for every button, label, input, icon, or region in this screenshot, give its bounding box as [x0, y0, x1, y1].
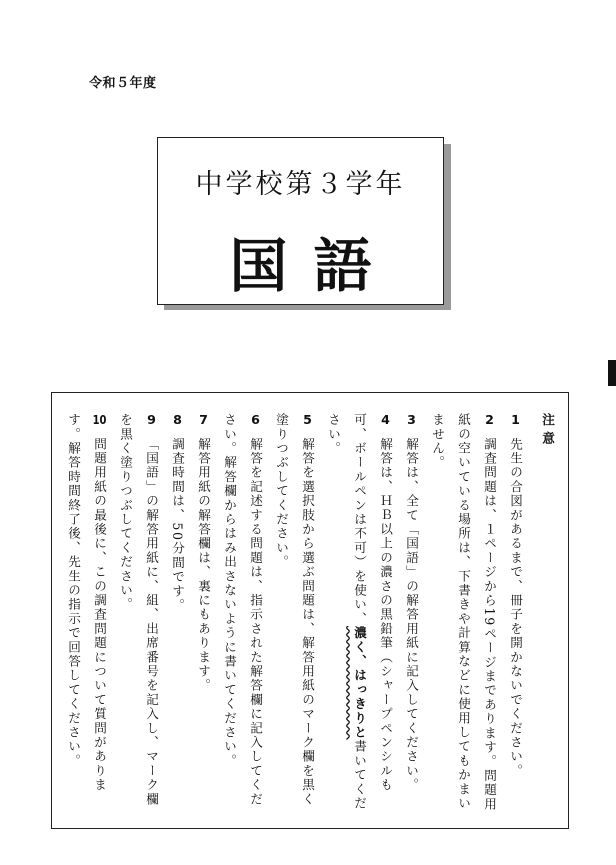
instruction-number: 5: [303, 413, 312, 426]
instruction-number: 4: [381, 413, 390, 426]
instruction-text: 解答は、全て「国語」の解答用紙に記入してください。: [404, 437, 419, 793]
instruction-text-after: 書いてください。: [326, 413, 367, 811]
subject-title: 国語: [229, 232, 398, 300]
instruction-item-8: [164, 413, 190, 813]
instruction-item-7: [190, 413, 216, 813]
instructions-content: [60, 413, 560, 813]
instruction-text: 調査時間は、50分間です。: [170, 437, 185, 613]
instruction-item-6: [216, 413, 268, 813]
instructions-heading: 注意: [540, 413, 555, 451]
instruction-text: 調査問題は、１ページから19ページまであります。問題用紙の空いている場所は、下書きや計算などに使用してもかまいません。: [430, 413, 497, 812]
instruction-item-9: [112, 413, 164, 813]
instruction-item-1: [502, 413, 528, 813]
title-box: [157, 137, 444, 305]
instruction-number: 2: [485, 413, 494, 426]
edge-registration-mark: [608, 360, 616, 386]
instruction-text: 解答を記述する問題は、指示された解答欄に記入してください。解答欄からはみ出さないように書いてください。: [222, 413, 263, 807]
instruction-number: 3: [407, 413, 416, 426]
instruction-text: 解答用紙の解答欄は、裏にもあります。: [196, 437, 211, 693]
instruction-item-5: [268, 413, 320, 813]
instruction-text: 解答は、ＨＢ以上の濃さの黒鉛筆（シャープペンシルも可、ボールペンは不可）を使い、: [352, 413, 393, 793]
instruction-text: 解答を選択肢から選ぶ問題は、解答用紙のマーク欄を黒く塗りつぶしてください。: [274, 413, 315, 807]
instruction-number: 1: [511, 413, 520, 426]
instruction-item-4: [320, 413, 398, 813]
instructions-box: [51, 392, 569, 829]
instruction-text: 先生の合図があるまで、冊子を開かないでください。: [508, 437, 523, 779]
instruction-text: 問題用紙の最後に、この調査問題について質問があります。解答時間終了後、先生の指示で回答してください。: [66, 413, 107, 793]
instruction-item-2: [424, 413, 502, 813]
instruction-number: 6: [251, 413, 260, 426]
fiscal-year-label: 令和５年度: [89, 76, 157, 91]
instruction-number: 10: [92, 413, 107, 426]
instruction-number: 8: [173, 413, 182, 426]
instruction-emphasis: 濃く、はっきりと: [352, 626, 367, 740]
instruction-number: 9: [147, 413, 156, 426]
instruction-number: 7: [199, 413, 208, 426]
instruction-item-10: [60, 413, 112, 813]
instruction-text: 「国語」の解答用紙に、組、出席番号を記入し、マーク欄を黒く塗りつぶしてください。: [118, 413, 159, 807]
grade-title: 中学校第３学年: [195, 169, 406, 200]
instruction-item-3: [398, 413, 424, 813]
